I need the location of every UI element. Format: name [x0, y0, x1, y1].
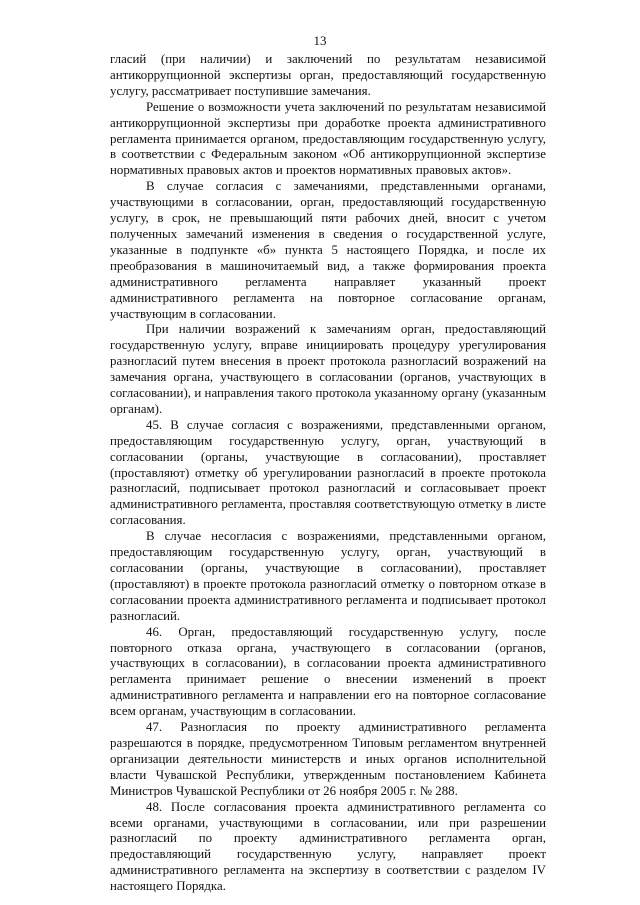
paragraph: При наличии возражений к замечаниям орган, предоставляющий государственную услугу, вправе инициировать процедуру урегулирования разногласий путем внесения в проект протокола разногласий возражений на замечания органа, участвующего в согласовании (органов, участвующих в согласовании), и направления такого протокола указанному органу (указанным органам). — [110, 322, 546, 416]
paragraph: В случае согласия с замечаниями, представленными органами, участвующими в согласовании, орган, предоставляющий государственную услугу, в срок, не превышающий пяти рабочих дней, вносит с учетом полученных замечаний изменения в сведения о государственной услуге, указанные в подпункте «б» пункта 5 настоящего Порядка, и после их преобразования в машиночитаемый вид, а также формирования проекта административного регламента направляет указанный проект административного регламента на повторное согласование органам, участвующим в согласовании. — [110, 179, 546, 321]
paragraph: Решение о возможности учета заключений по результатам независимой антикоррупционной экспертизы при доработке проекта административного регламента принимается органом, предоставляющим государственную услугу, в соответствии с Федеральным законом «Об антикоррупционной экспертизе нормативных правовых актов и проектов нормативных правовых актов». — [110, 99, 546, 178]
page-number: 13 — [313, 33, 327, 48]
paragraph: В случае несогласия с возражениями, представленными органом, предоставляющим государственную услугу, орган, участвующий в согласовании (органы, участвующие в согласовании), проставляет (проставляют) в проекте протокола разногласий отметку о повторном отказе в согласовании проекта административного регламента и подписывает протокол разногласий. — [110, 529, 546, 623]
paragraph: 47. Разногласия по проекту административного регламента разрешаются в порядке, предусмотренном Типовым регламентом внутренней организации деятельности министерств и иных органов исполнительной власти Чувашской Республики, утвержденным постановлением Кабинета Министров Чувашской Республики от 26 ноября 2005 г. № 288. — [110, 720, 546, 798]
document-body — [110, 52, 546, 895]
paragraph: гласий (при наличии) и заключений по результатам независимой антикоррупционной экспертизы орган, предоставляющий государственную услугу, рассматривает поступившие замечания. — [110, 52, 546, 98]
paragraph: 48. После согласования проекта административного регламента со всеми органами, участвующими в согласовании, или при разрешении разногласий по проекту административного регламента орган, предоставляющий государственную услугу, направляет проект административного регламента на экспертизу в соответствии с разделом IV настоящего Порядка. — [110, 799, 546, 894]
paragraph: 46. Орган, предоставляющий государственную услугу, после повторного отказа органа, участвующего в согласовании (органов, участвующих в согласовании), в согласовании проекта административного регламента принимает решение о внесении изменений в проект административного регламента и направлении его на повторное согласование всем органам, участвующим в согласовании. — [110, 624, 546, 719]
paragraph: 45. В случае согласия с возражениями, представленными органом, предоставляющим государственную услугу, орган, участвующий в согласовании (органы, участвующие в согласовании), проставляет (проставляют) отметку об урегулировании разногласий в проекте протокола разногласий, подписывает протокол разногласий и согласовывает проект административного регламента, проставляя соответствующую отметку в листе согласования. — [110, 417, 546, 528]
